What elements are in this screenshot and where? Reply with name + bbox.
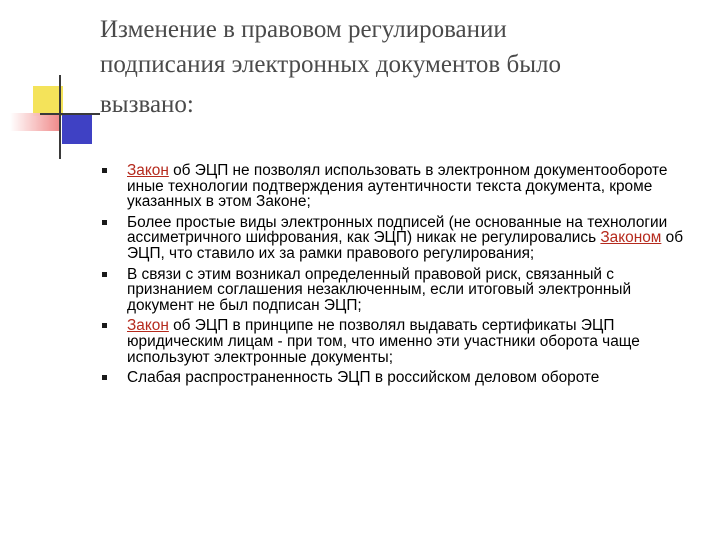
bullet-text: об ЭЦП, что ставило их за рамки правового регулирования; [127, 229, 684, 262]
list-item [100, 370, 700, 386]
bullet-list [100, 163, 700, 391]
list-item [100, 215, 700, 262]
bullet-text: Более простые виды электронных подписей (не основанные на технологии ассиметричного шифрования, как ЭЦП) никак не регулировались [127, 213, 668, 247]
list-item [100, 267, 700, 314]
title-line-2: подписания электронных документов было [100, 51, 561, 78]
title-line-3: вызвано: [100, 91, 194, 118]
slide-title [100, 12, 700, 122]
decor-horizontal-line [40, 113, 100, 115]
bullet-text: об ЭЦП не позволял использовать в электронном документообороте иные технологии подтверждения аутентичности текста документа, кроме указанных в этом Законе; [127, 162, 668, 211]
list-item [100, 318, 700, 365]
decor-red-gradient-bar [10, 113, 60, 131]
bullet-text: Слабая распространенность ЭЦП в российском деловом обороте [127, 369, 600, 387]
bullet-square-icon [102, 375, 107, 380]
bullet-text: В связи с этим возникал определенный правовой риск, связанный с признанием соглашения незаключенным, если итоговый электронный документ не был подписан ЭЦП; [127, 265, 632, 314]
bullet-square-icon [102, 220, 107, 225]
bullet-square-icon [102, 323, 107, 328]
law-link[interactable]: Закон [127, 317, 169, 335]
bullet-square-icon [102, 272, 107, 277]
law-link[interactable]: Закон [127, 162, 169, 179]
bullet-text: об ЭЦП в принципе не позволял выдавать сертификаты ЭЦП юридическим лицам - при том, что именно эти участники оборота чаще используют электронные документы; [127, 317, 640, 366]
decor-blue-square [62, 114, 92, 144]
decor-vertical-line [59, 75, 61, 159]
list-item [100, 163, 700, 210]
bullet-square-icon [102, 168, 107, 173]
title-line-1: Изменение в правовом регулировании [100, 16, 507, 43]
law-link[interactable]: Законом [600, 229, 662, 247]
